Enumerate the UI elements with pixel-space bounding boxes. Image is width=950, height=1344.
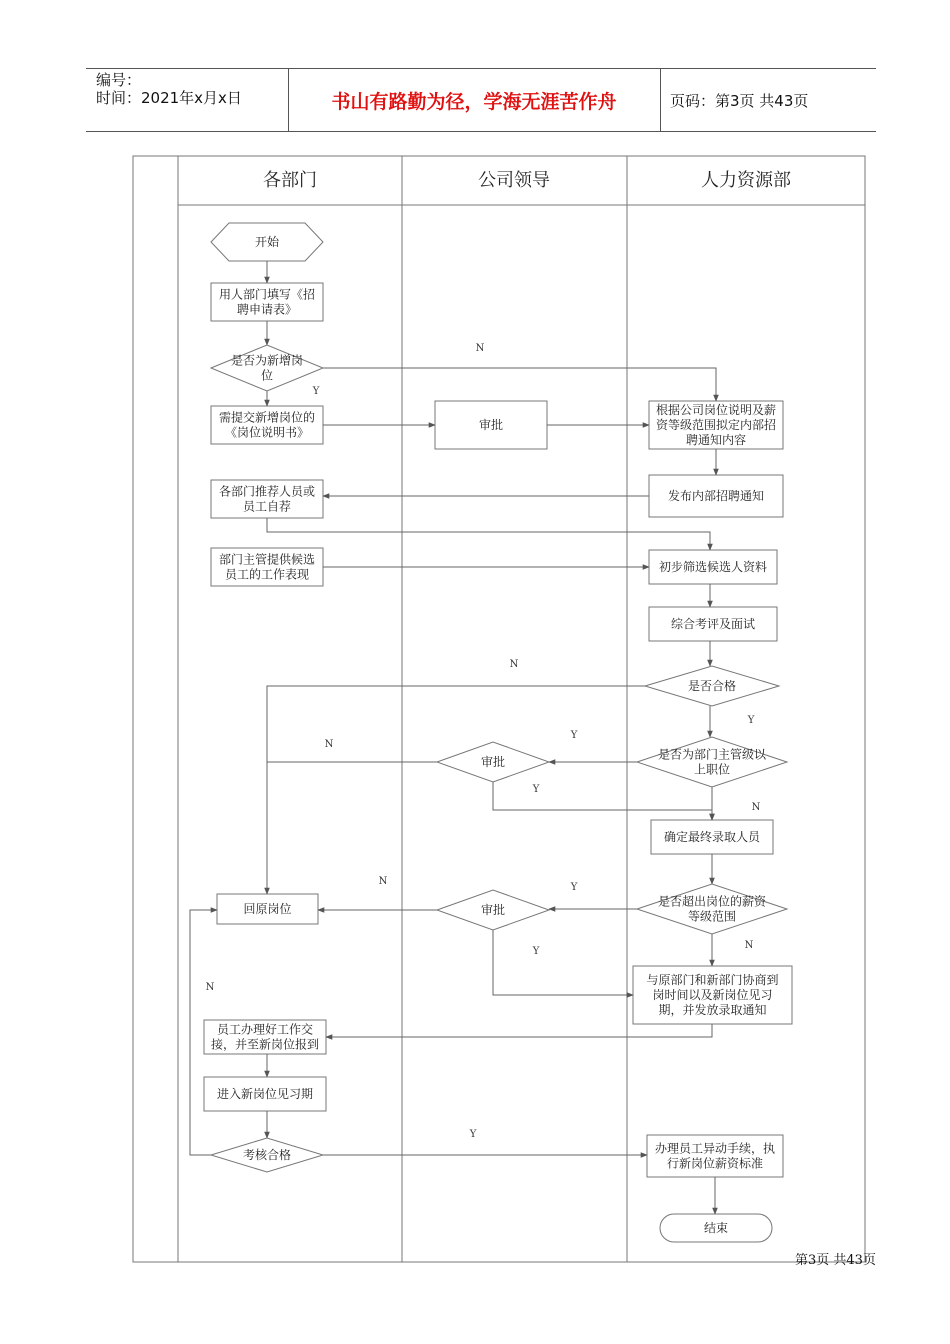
edge-label-yes: Y — [532, 946, 540, 957]
flow-connector — [267, 686, 645, 894]
node-confirm-hire-text: 确定最终录取人员 — [663, 830, 761, 844]
edge-label-yes: Y — [312, 386, 320, 397]
node-draft-notice-text: 资等级范围拟定内部招 — [655, 418, 777, 432]
edge-label-no: N — [744, 940, 754, 951]
edge-label-no: N — [751, 802, 761, 813]
node-end-text: 结束 — [703, 1221, 729, 1235]
node-transfer-text: 办理员工异动手续，执 — [654, 1141, 776, 1156]
node-qualified-text: 是否合格 — [687, 679, 737, 693]
node-publish-notice-text: 发布内部招聘通知 — [667, 489, 765, 503]
node-approve-2-text: 审批 — [480, 755, 506, 769]
node-handover-text: 接，并至新岗位报到 — [210, 1037, 320, 1052]
node-negotiate-text: 与原部门和新部门协商到 — [646, 973, 779, 987]
node-submit-desc-text: 《岗位说明书》 — [224, 425, 310, 440]
node-assess-pass-text: 考核合格 — [242, 1148, 292, 1162]
flow-connector — [323, 368, 716, 401]
edge-label-yes: Y — [532, 784, 540, 795]
node-probation-text: 进入新岗位见习期 — [216, 1087, 314, 1101]
node-return-post-text: 回原岗位 — [243, 902, 292, 916]
edge-label-yes: Y — [747, 715, 755, 726]
node-negotiate-text: 期，并发放录取通知 — [658, 1003, 767, 1017]
node-transfer-text: 行新岗位薪资标准 — [666, 1156, 764, 1171]
node-fill-form-text: 用人部门填写《招 — [218, 287, 316, 302]
node-assessment-text: 综合考评及面试 — [670, 617, 756, 631]
edge-label-yes: Y — [469, 1129, 477, 1140]
node-negotiate-text: 岗时间以及新岗位见习 — [652, 988, 773, 1002]
node-handover-text: 员工办理好工作交 — [216, 1022, 314, 1037]
page-footer: 第3页 共43页 — [795, 1253, 876, 1268]
node-is-above-supervisor-text: 上职位 — [693, 762, 731, 777]
node-supervisor-provide-text: 部门主管提供候选 — [218, 552, 316, 567]
edge-label-no: N — [475, 343, 485, 354]
node-draft-notice-text: 聘通知内容 — [685, 433, 747, 447]
node-approve-1-text: 审批 — [478, 418, 504, 432]
flow-connector — [326, 1024, 712, 1037]
node-screening-text: 初步筛选候选人资料 — [658, 560, 768, 574]
code-label: 编号： — [96, 71, 142, 89]
node-approve-3-text: 审批 — [480, 903, 506, 917]
edge-label-no: N — [205, 982, 215, 993]
node-submit-desc-text: 需提交新增岗位的 — [218, 410, 316, 425]
edge-label-yes: Y — [570, 882, 578, 893]
node-is-new-post-text: 是否为新增岗 — [230, 353, 304, 368]
header-motto: 书山有路勤为径，学海无涯苦作舟 — [331, 91, 617, 113]
edge-label-yes: Y — [570, 730, 578, 741]
node-supervisor-provide-text: 员工的工作表现 — [224, 567, 310, 582]
edge-label-no: N — [509, 659, 519, 670]
node-recommend-text: 各部门推荐人员或 — [218, 484, 316, 499]
time-label: 时间：2021年x月x日 — [96, 89, 242, 107]
node-start-text: 开始 — [254, 235, 280, 249]
lane-header-leadership: 公司领导 — [478, 170, 550, 191]
node-exceeds-salary-text: 是否超出岗位的薪资 — [657, 894, 767, 909]
page-number-label: 页码：第3页 共43页 — [670, 92, 809, 110]
flow-connector — [267, 518, 710, 550]
lane-header-departments: 各部门 — [263, 170, 317, 191]
flow-connector — [493, 782, 712, 820]
node-draft-notice-text: 根据公司岗位说明及薪 — [655, 403, 777, 417]
node-is-new-post-text: 位 — [260, 368, 274, 383]
lane-header-hr: 人力资源部 — [701, 170, 791, 191]
node-exceeds-salary-text: 等级范围 — [687, 909, 737, 924]
node-fill-form-text: 聘申请表》 — [236, 302, 298, 317]
flow-connector — [493, 930, 633, 995]
node-is-above-supervisor-text: 是否为部门主管级以 — [657, 747, 767, 762]
node-recommend-text: 员工自荐 — [242, 499, 292, 514]
edge-label-no: N — [378, 876, 388, 887]
edge-label-no: N — [324, 739, 334, 750]
